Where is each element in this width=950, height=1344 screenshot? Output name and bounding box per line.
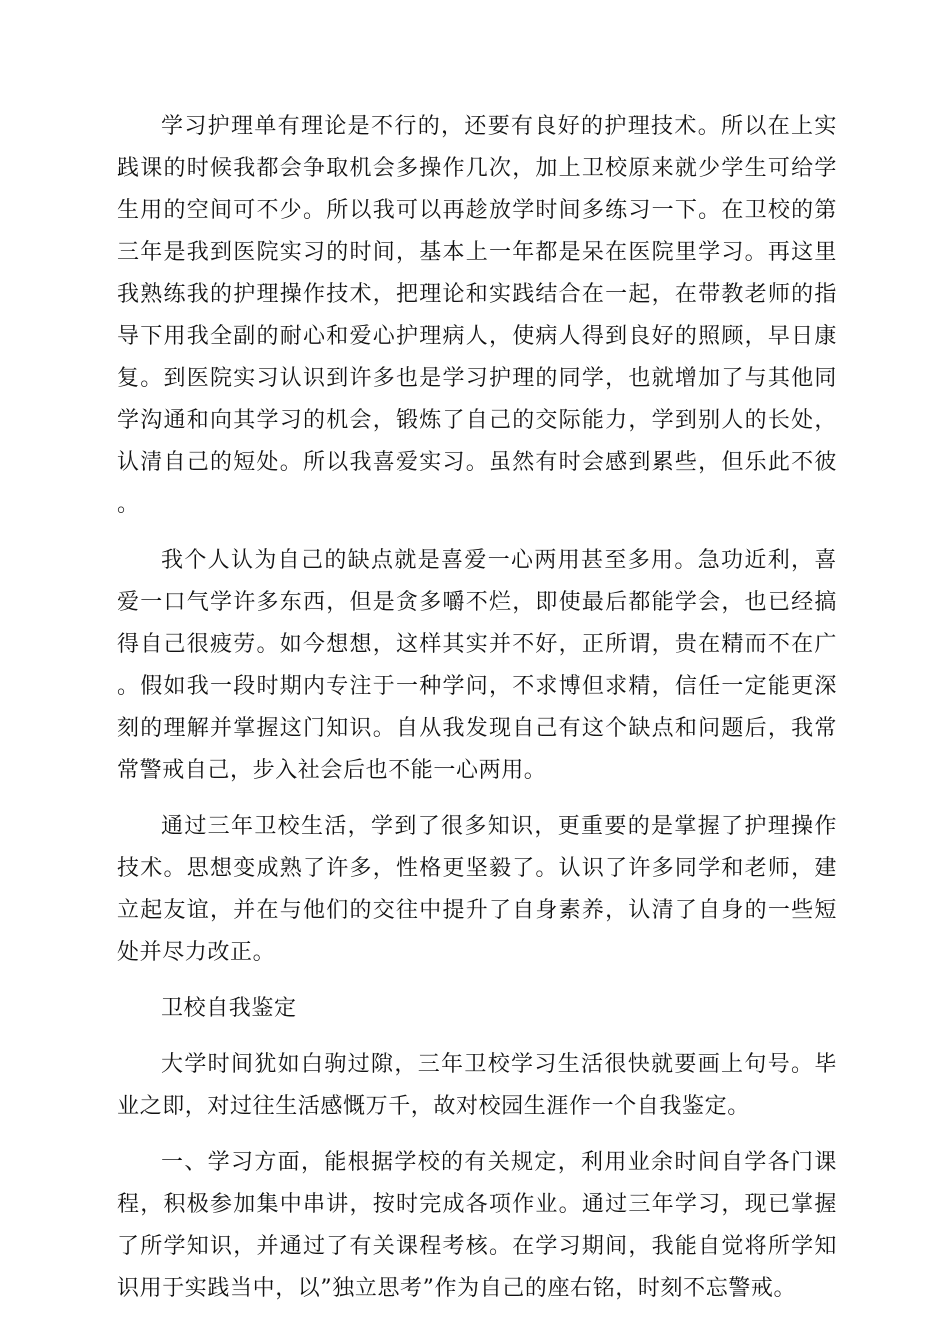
section-heading: 卫校自我鉴定 bbox=[161, 996, 297, 1021]
paragraph-shortcomings: 我个人认为自己的缺点就是喜爱一心两用甚至多用。急功近利，喜爱一口气学许多东西，但是贪多嚼不烂，即使最后都能学会，也已经搞得自己很疲劳。如今想想，这样其实并不好，正所谓，贵在精而不在广。假如我一段时期内专注于一种学问，不求博但求精，信任一定能更深刻的理解并掌握这门知识。自从我发现自己有这个缺点和问题后，我常常警戒自己，步入社会后也不能一心两用。 bbox=[117, 548, 837, 783]
paragraph-summary: 通过三年卫校生活，学到了很多知识，更重要的是掌握了护理操作技术。思想变成熟了许多，性格更坚毅了。认识了许多同学和老师，建立起友谊，并在与他们的交往中提升了自身素养，认清了自身的一些短处并尽力改正。 bbox=[117, 814, 837, 965]
paragraph-study: 一、学习方面，能根据学校的有关规定，利用业余时间自学各门课程，积极参加集中串讲，按时完成各项作业。通过三年学习，现已掌握了所学知识，并通过了有关课程考核。在学习期间，我能自觉将所学知识用于实践当中，以”独立思考”作为自己的座右铭，时刻不忘警戒。 bbox=[117, 1150, 837, 1301]
document-body bbox=[117, 106, 837, 1310]
paragraph-practice: 学习护理单有理论是不行的，还要有良好的护理技术。所以在上实践课的时候我都会争取机会多操作几次，加上卫校原来就少学生可给学生用的空间可不少。所以我可以再趁放学时间多练习一下。在卫校的第三年是我到医院实习的时间，基本上一年都是呆在医院里学习。再这里我熟练我的护理操作技术，把理论和实践结合在一起，在带教老师的指导下用我全副的耐心和爱心护理病人，使病人得到良好的照顾，早日康复。到医院实习认识到许多也是学习护理的同学，也就增加了与其他同学沟通和向其学习的机会，锻炼了自己的交际能力，学到别人的长处，认清自己的短处。所以我喜爱实习。虽然有时会感到累些，但乐此不彼。 bbox=[117, 114, 837, 517]
paragraph-intro: 大学时间犹如白驹过隙，三年卫校学习生活很快就要画上句号。毕业之即，对过往生活感慨万千，故对校园生涯作一个自我鉴定。 bbox=[117, 1052, 837, 1119]
